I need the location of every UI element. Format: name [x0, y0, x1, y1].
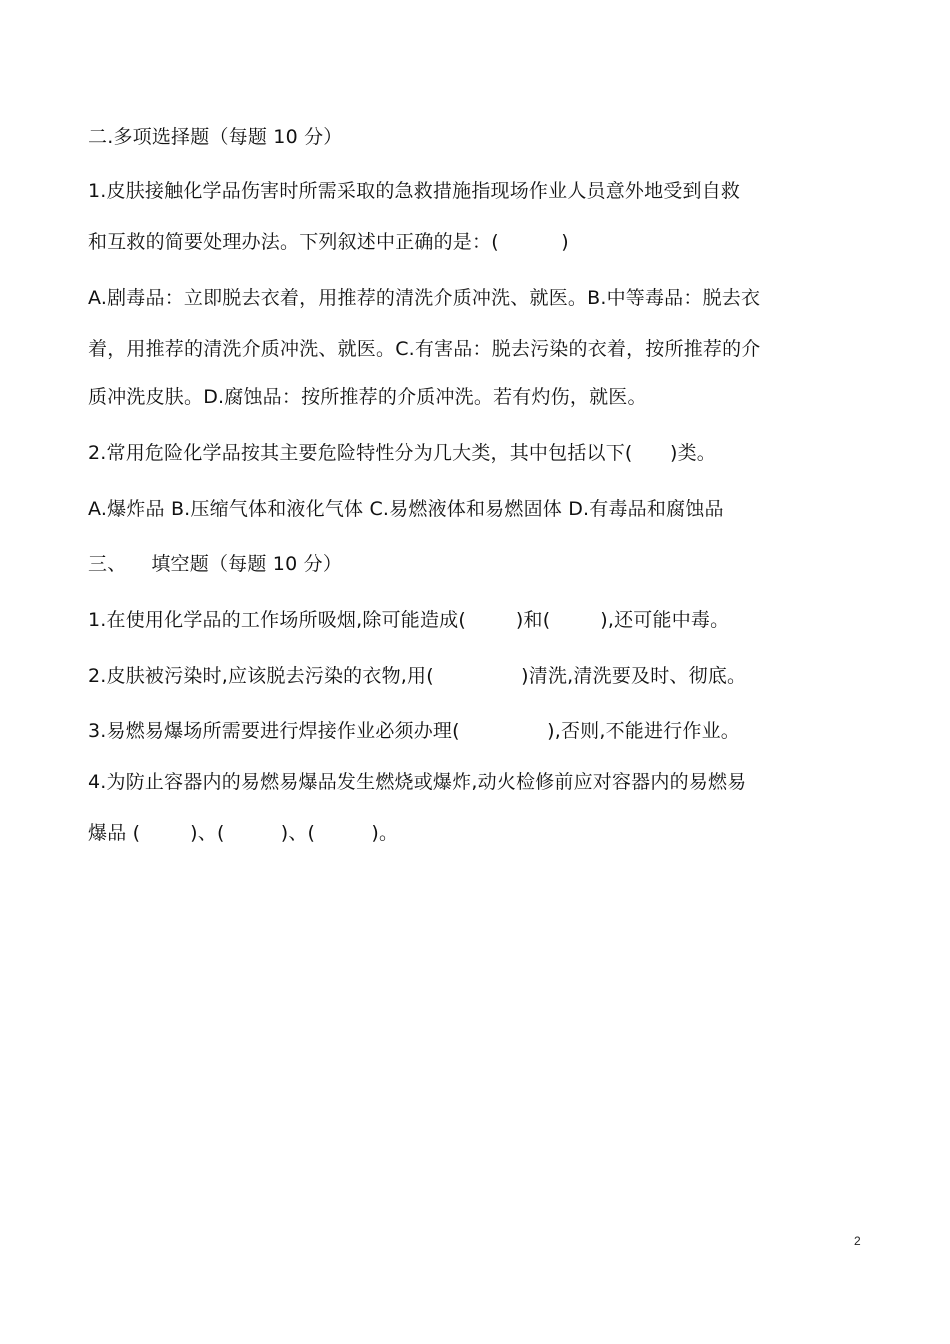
- section-heading-fill-in-blank: 三、 填空题（每题 10 分）: [88, 553, 343, 575]
- question-2-options: A.爆炸品 B.压缩气体和液化气体 C.易燃液体和易燃固体 D.有毒品和腐蚀品: [88, 498, 724, 520]
- question-1-options-line-2: 着，用推荐的清洗介质冲洗、就医。C.有害品：脱去污染的衣着，按所推荐的介: [88, 338, 761, 360]
- question-1-options-line-3: 质冲洗皮肤。D.腐蚀品：按所推荐的介质冲洗。若有灼伤，就医。: [88, 386, 647, 408]
- fill-question-1: 1.在使用化学品的工作场所吸烟,除可能造成( )和( ),还可能中毒。: [88, 609, 730, 631]
- fill-question-4-line-2: 爆品 ( )、( )、( )。: [88, 822, 399, 844]
- section-heading-multiple-choice: 二.多项选择题（每题 10 分）: [88, 126, 343, 148]
- fill-question-3: 3.易燃易爆场所需要进行焊接作业必须办理( ),否则,不能进行作业。: [88, 720, 740, 742]
- question-1-options-line-1: A.剧毒品：立即脱去衣着，用推荐的清洗介质冲洗、就医。B.中等毒品：脱去衣: [88, 287, 761, 309]
- question-2-text: 2.常用危险化学品按其主要危险特性分为几大类，其中包括以下( )类。: [88, 442, 716, 464]
- question-1-text-line-1: 1.皮肤接触化学品伤害时所需采取的急救措施指现场作业人员意外地受到自救: [88, 180, 741, 202]
- page-number: 2: [854, 1234, 861, 1248]
- fill-question-4-line-1: 4.为防止容器内的易燃易爆品发生燃烧或爆炸,动火检修前应对容器内的易燃易: [88, 771, 747, 793]
- question-1-text-line-2: 和互救的简要处理办法。下列叙述中正确的是：( ): [88, 231, 569, 253]
- fill-question-2: 2.皮肤被污染时,应该脱去污染的衣物,用( )清洗,清洗要及时、彻底。: [88, 665, 747, 687]
